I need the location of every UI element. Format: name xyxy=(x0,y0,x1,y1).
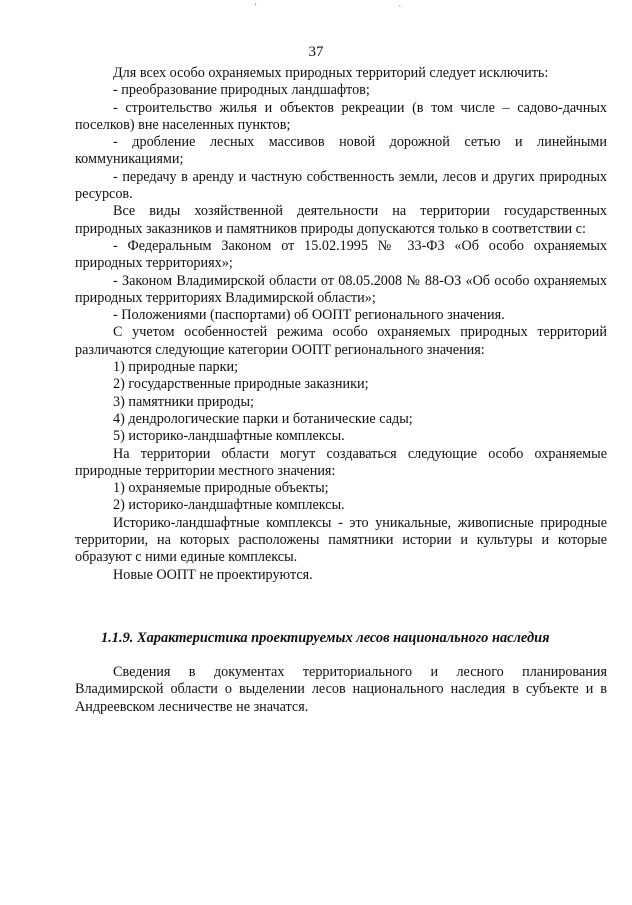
paragraph: С учетом особенностей режима особо охраняемых природных территорий различаются следующие категории ООПТ регионального значения: xyxy=(75,324,607,358)
section-heading: 1.1.9. Характеристика проектируемых лесов национального наследия xyxy=(101,630,550,646)
list-item: 5) историко-ландшафтные комплексы. xyxy=(113,428,345,445)
paragraph: Новые ООПТ не проектируются. xyxy=(113,566,313,583)
list-item: 1) природные парки; xyxy=(113,359,239,376)
paragraph: - дробление лесных массивов новой дорожной сетью и линейными коммуникациями; xyxy=(75,134,607,168)
paragraph: - строительство жилья и объектов рекреации (в том числе – садово-дачных поселков) вне населенных пунктов; xyxy=(75,99,607,133)
section-body xyxy=(75,664,607,716)
paragraph: Историко-ландшафтные комплексы - это уникальные, живописные природные территории, на которых расположены памятники истории и культуры и которые образуют с ними единые комплексы. xyxy=(75,514,607,566)
paragraph: На территории области могут создаваться следующие особо охраняемые природные территории местного значения: xyxy=(75,445,607,479)
paragraph: Сведения в документах территориального и лесного планирования Владимирской области о выделении лесов национального наследия в субъекте и в Андреевском лесничестве не значатся. xyxy=(75,664,607,715)
list-item: 2) историко-ландшафтные комплексы. xyxy=(113,497,345,514)
list-item: 2) государственные природные заказники; xyxy=(113,376,369,393)
page-number: 37 xyxy=(308,44,324,60)
paragraph: - Федеральным Законом от 15.02.1995 № 33-ФЗ «Об особо охраняемых природных территориях»; xyxy=(75,237,607,272)
scan-specks: ' · xyxy=(255,2,472,11)
list-item: 3) памятники природы; xyxy=(113,393,254,410)
list-item: 1) охраняемые природные объекты; xyxy=(113,480,329,497)
paragraph: - передачу в аренду и частную собственность земли, лесов и других природных ресурсов. xyxy=(75,168,607,203)
paragraph: - Положениями (паспортами) об ООПТ регионального значения. xyxy=(113,307,505,324)
paragraph: - преобразование природных ландшафтов; xyxy=(113,82,370,99)
main-text xyxy=(75,65,607,584)
paragraph: - Законом Владимирской области от 08.05.2008 № 88-ОЗ «Об особо охраняемых природных территориях Владимирской области»; xyxy=(75,272,607,306)
paragraph: Все виды хозяйственной деятельности на территории государственных природных заказников и памятников природы допускаются только в соответствии с: xyxy=(75,203,607,237)
list-item: 4) дендрологические парки и ботанические сады; xyxy=(113,410,413,427)
paragraph: Для всех особо охраняемых природных территорий следует исключить: xyxy=(113,65,549,81)
